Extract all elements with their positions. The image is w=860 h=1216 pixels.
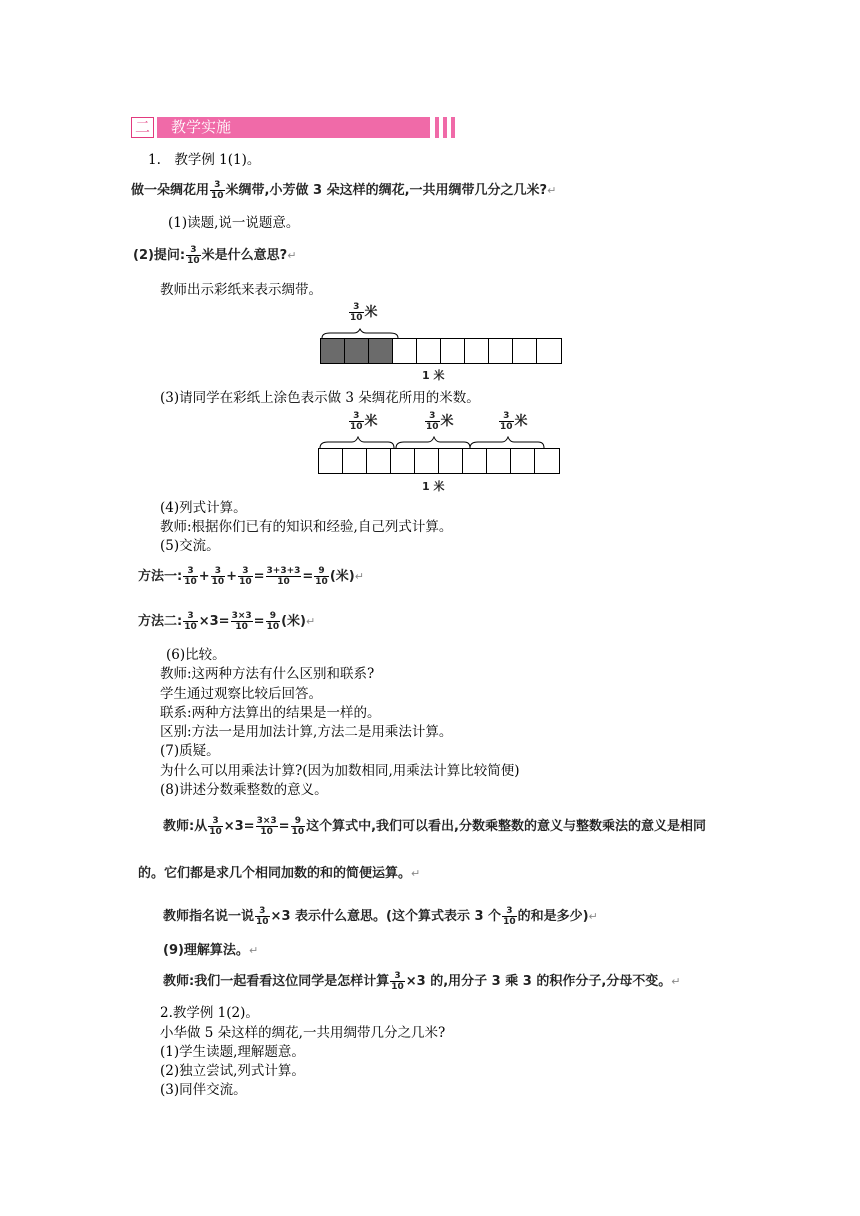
compare-line-1: 教师:这两种方法有什么区别和联系? (160, 666, 375, 682)
step-2: (2)提问: $\frac{3}{10}$ 米是什么意思?↵ (133, 245, 297, 266)
example-2-step-1: (1)学生读题,理解题意。 (160, 1044, 305, 1060)
step-3: (3)请同学在彩纸上涂色表示做 3 朵绸花所用的米数。 (160, 390, 480, 406)
compare-line-3: 联系:两种方法算出的结果是一样的。 (160, 705, 381, 721)
strip-cell (417, 339, 441, 363)
strip-cell (391, 449, 415, 473)
strip-cell (319, 449, 343, 473)
header-stripe (443, 117, 447, 138)
strip-cell (487, 449, 511, 473)
fig1-label: $\frac{3}{10}$ 米 (350, 302, 378, 323)
strip-cell (535, 449, 559, 473)
teacher-statement-1-cont: 的。它们都是求几个相同加数的和的简便运算。↵ (138, 866, 421, 881)
strip-cell (393, 339, 417, 363)
step-5: (5)交流。 (160, 538, 220, 554)
example-1-title: 1. 教学例 1(1)。 (148, 152, 261, 168)
method-2: 方法二: $\frac{3}{10}$ ×3= $\frac{3\times 3}{10}$ = $\frac{9}{10}$ (米)↵ (138, 611, 316, 632)
section-title: 教学实施 (157, 117, 430, 138)
fig2-total: 1 米 (422, 480, 445, 493)
problem-statement: 做一朵绸花用 $\frac{3}{10}$ 米绸带,小芳做 3 朵这样的绸花,一共用绸带几分之几米?↵ (131, 180, 557, 201)
step-7-text: 为什么可以用乘法计算?(因为加数相同,用乘法计算比较简便) (160, 763, 520, 779)
fig2-label: $\frac{3}{10}$ 米 (500, 411, 528, 432)
compare-line-2: 学生通过观察比较后回答。 (160, 686, 322, 702)
teacher-statement-1: 教师:从 $\frac{3}{10}$ ×3= $\frac{3\times 3}{10}$ = $\frac{9}{10}$ 这个算式中,我们可以看出,分数乘整数的意义与整数乘法的意义是相同 (163, 816, 706, 837)
example-2-step-2: (2)独立尝试,列式计算。 (160, 1063, 305, 1079)
strip-cell (343, 449, 367, 473)
strip-cell (367, 449, 391, 473)
method-1: 方法一: $\frac{3}{10}$ + $\frac{3}{10}$ + $\frac{3}{10}$ = $\frac{3+3+3}{10}$ = $\frac{9}{10}$ (米)↵ (138, 566, 364, 587)
teacher-statement-2: 教师指名说一说 $\frac{3}{10}$ ×3 表示什么意思。(这个算式表示 3 个 $\frac{3}{10}$ 的和是多少)↵ (163, 906, 598, 927)
strip-cell (537, 339, 561, 363)
strip-cell (465, 339, 489, 363)
strip-cell (463, 449, 487, 473)
step-8: (8)讲述分数乘整数的意义。 (160, 782, 328, 798)
step-4-text: 教师:根据你们已有的知识和经验,自己列式计算。 (160, 519, 453, 535)
example-2-title: 2.教学例 1(2)。 (160, 1005, 259, 1021)
strip-cell (489, 339, 513, 363)
step-9: (9)理解算法。↵ (163, 943, 259, 958)
fig1-paper-strip (320, 338, 562, 364)
header-stripe (451, 117, 455, 138)
strip-cell (441, 339, 465, 363)
strip-cell (415, 449, 439, 473)
step-1: (1)读题,说一说题意。 (168, 215, 300, 231)
step-6: (6)比较。 (166, 647, 226, 663)
example-2-problem: 小华做 5 朵这样的绸花,一共用绸带几分之几米? (160, 1025, 446, 1041)
fig1-total: 1 米 (422, 369, 445, 382)
teacher-statement-3: 教师:我们一起看看这位同学是怎样计算 $\frac{3}{10}$ ×3 的,用分子 3 乘 3 的积作分子,分母不变。↵ (163, 971, 681, 992)
example-2-step-3: (3)同伴交流。 (160, 1082, 247, 1098)
strip-cell-shaded (369, 339, 393, 363)
strip-cell (439, 449, 463, 473)
step-7: (7)质疑。 (160, 743, 220, 759)
strip-cell (513, 339, 537, 363)
compare-line-4: 区别:方法一是用加法计算,方法二是用乘法计算。 (160, 724, 453, 740)
step-2-text: 教师出示彩纸来表示绸带。 (160, 282, 322, 298)
strip-cell-shaded (321, 339, 345, 363)
fig2-label: $\frac{3}{10}$ 米 (426, 411, 454, 432)
header-stripe (435, 117, 439, 138)
fig2-label: $\frac{3}{10}$ 米 (350, 411, 378, 432)
fig2-paper-strip (318, 448, 560, 474)
step-4: (4)列式计算。 (160, 500, 247, 516)
strip-cell-shaded (345, 339, 369, 363)
section-number: 二 (131, 117, 154, 138)
strip-cell (511, 449, 535, 473)
